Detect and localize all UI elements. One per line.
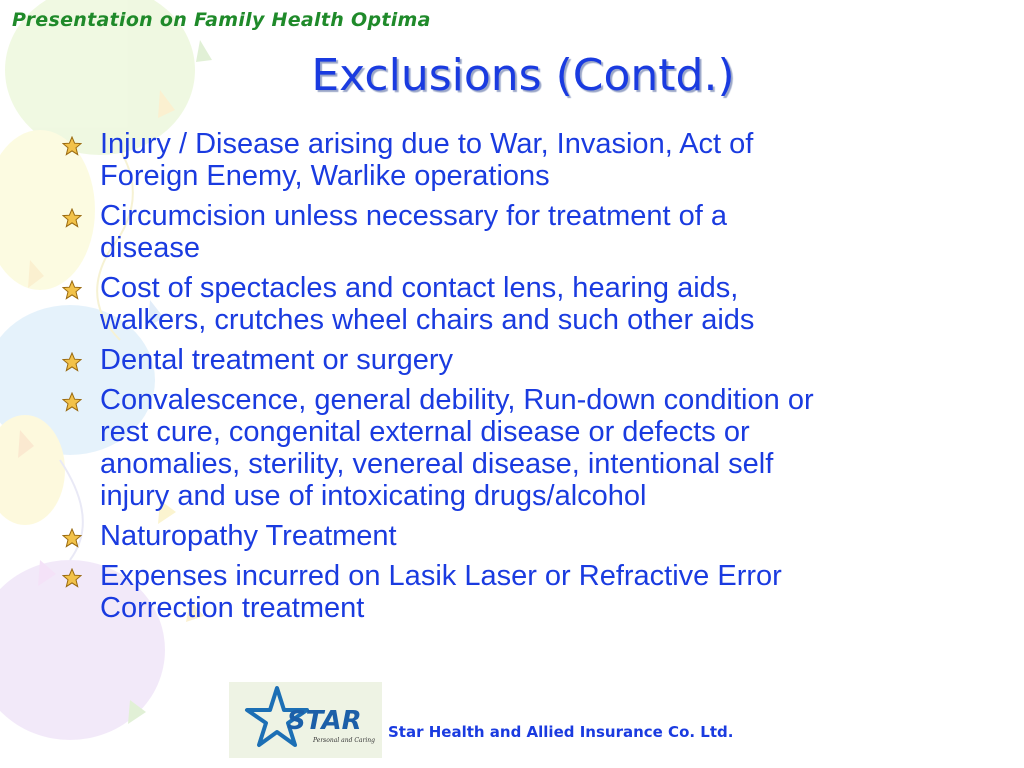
list-item-line: Injury / Disease arising due to War, Invasion, Act of: [100, 128, 754, 160]
star-bullet-icon: [62, 136, 82, 156]
list-item: [62, 272, 962, 336]
list-item-line: Foreign Enemy, Warlike operations: [100, 160, 550, 192]
list-item-line: anomalies, sterility, venereal disease, intentional self: [100, 448, 774, 480]
presentation-header: Presentation on Family Health Optima: [12, 9, 431, 31]
list-item-line: Dental treatment or surgery: [100, 344, 453, 376]
list-item-line: Convalescence, general debility, Run-down condition or: [100, 384, 814, 416]
list-item-line: disease: [100, 232, 200, 264]
exclusions-list: [62, 128, 962, 632]
star-bullet-icon: [62, 528, 82, 548]
star-bullet-icon: [62, 392, 82, 412]
logo-tagline: Personal and Caring: [313, 737, 375, 744]
list-item-line: Circumcision unless necessary for treatment of a: [100, 200, 727, 232]
list-item-line: Cost of spectacles and contact lens, hearing aids,: [100, 272, 739, 304]
star-bullet-icon: [62, 568, 82, 588]
list-item: [62, 128, 962, 192]
star-bullet-icon: [62, 352, 82, 372]
star-bullet-icon: [62, 208, 82, 228]
balloon-yellow-2: [0, 415, 65, 525]
list-item-line: Correction treatment: [100, 592, 365, 624]
list-item: [62, 560, 962, 624]
list-item-line: Expenses incurred on Lasik Laser or Refractive Error: [100, 560, 782, 592]
slide-title: Exclusions (Contd.): [311, 50, 735, 101]
logo-brand: STAR: [287, 706, 362, 736]
list-item: [62, 520, 962, 552]
list-item-line: walkers, crutches wheel chairs and such other aids: [100, 304, 755, 336]
star-health-logo: [229, 682, 382, 758]
list-item-line: injury and use of intoxicating drugs/alcohol: [100, 480, 647, 512]
footer-company-name: Star Health and Allied Insurance Co. Ltd.: [388, 723, 734, 741]
list-item: [62, 384, 962, 512]
list-item: [62, 344, 962, 376]
list-item-line: rest cure, congenital external disease or defects or: [100, 416, 750, 448]
list-item-line: Naturopathy Treatment: [100, 520, 397, 552]
star-bullet-icon: [62, 280, 82, 300]
list-item: [62, 200, 962, 264]
